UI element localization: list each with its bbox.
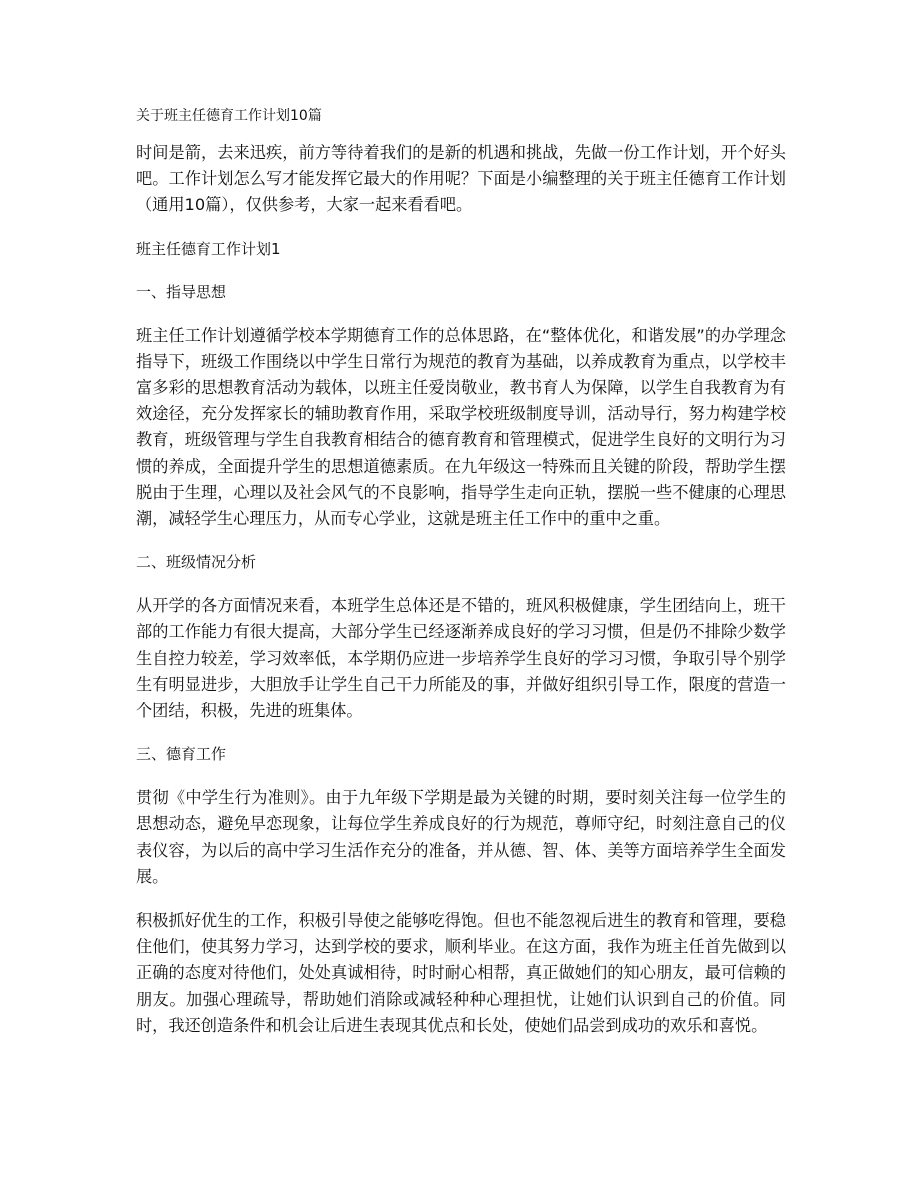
section-body-moral-education-2: 积极抓好优生的工作，积极引导使之能够吃得饱。但也不能忽视后进生的教育和管理，要稳住他们，使其努力学习，达到学校的要求，顺利毕业。在这方面，我作为班主任首先做到以正确的态度对待他们，处处真诚相待，时时耐心相帮，真正做她们的知心朋友，最可信赖的朋友。加强心理疏导，帮助她们消除或减轻种种心理担忧，让她们认识到自己的价值。同时，我还创造条件和机会让后进生表现其优点和长处，使她们品尝到成功的欢乐和喜悦。 [136, 911, 786, 1035]
plan-title: 班主任德育工作计划1 [136, 239, 281, 258]
section-heading-class-analysis: 二、班级情况分析 [136, 553, 257, 572]
section-body-moral-education-1: 贯彻《中学生行为准则》。由于九年级下学期是最为关键的时期，要时刻关注每一位学生的思想动态，避免早恋现象，让每位学生养成良好的行为规范，尊师守纪，时刻注意自己的仪表仪容，为以后的高中学习生活作充分的准备，并从德、智、体、美等方面培养学生全面发展。 [136, 788, 786, 886]
section-heading-guiding-ideology: 一、指导思想 [136, 282, 227, 301]
section-body-guiding-ideology: 班主任工作计划遵循学校本学期德育工作的总体思路，在“整体优化，和谐发展”的办学理念指导下，班级工作围绕以中学生日常行为规范的教育为基础，以养成教育为重点，以学校丰富多彩的思想教育活动为载体，以班主任爱岗敬业，教书育人为保障，以学生自我教育为有效途径，充分发挥家长的辅助教育作用，采取学校班级制度导训，活动导行，努力构建学校教育，班级管理与学生自我教育相结合的德育教育和管理模式，促进学生良好的文明行为习惯的养成，全面提升学生的思想道德素质。在九年级这一特殊而且关键的阶段，帮助学生摆脱由于生理，心理以及社会风气的不良影响，指导学生走向正轨，摆脱一些不健康的心理思潮，减轻学生心理压力，从而专心学业，这就是班主任工作中的重中之重。 [136, 325, 786, 529]
section-heading-moral-education: 三、德育工作 [136, 745, 227, 764]
document-page [136, 104, 786, 1057]
section-body-class-analysis: 从开学的各方面情况来看，本班学生总体还是不错的，班风积极健康，学生团结向上，班干部的工作能力有很大提高，大部分学生已经逐渐养成良好的学习习惯，但是仍不排除少数学生自控力较差，学习效率低，本学期仍应进一步培养学生良好的学习习惯，争取引导个别学生有明显进步，大胆放手让学生自己干力所能及的事，并做好组织引导工作，限度的营造一个团结，积极，先进的班集体。 [136, 596, 786, 721]
intro-paragraph: 时间是箭，去来迅疾，前方等待着我们的是新的机遇和挑战，先做一份工作计划，开个好头吧。工作计划怎么写才能发挥它最大的作用呢？下面是小编整理的关于班主任德育工作计划（通用10篇），仅供参考，大家一起来看看吧。 [136, 143, 786, 215]
document-title: 关于班主任德育工作计划10篇 [136, 108, 322, 124]
